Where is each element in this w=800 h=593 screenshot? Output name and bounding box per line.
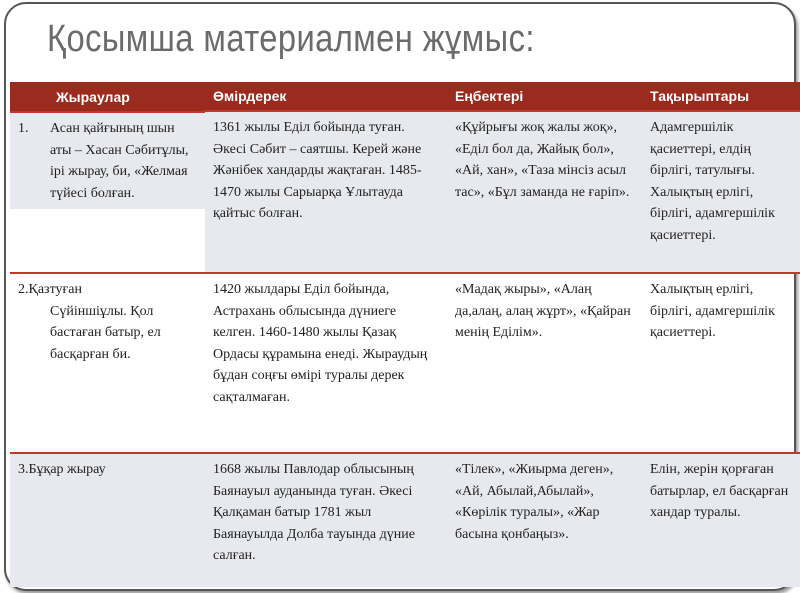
- slide-title: Қосымша материалмен жұмыс:: [47, 18, 535, 60]
- themes-cell: Елін, жерін қорғаған батырлар, ел басқарған хандар туралы.: [642, 453, 800, 587]
- biography-cell: 1668 жылы Павлодар облысының Баянауыл ауданында туған. Әкесі Қалқаман батыр 1781 жыл Баянауылда Долба тауында дүние салған.: [205, 453, 447, 587]
- biography-cell: 1420 жылдары Еділ бойында, Астрахань облысында дүниеге келген. 1460-1480 жылы Қазақ Ордасы құрамына енеді. Жыраудың бұдан соңғы өмірі туралы дерек сақталмаған.: [205, 273, 447, 453]
- header-poets: Жыраулар: [10, 82, 205, 111]
- poet-first: Қазтуған: [28, 282, 82, 297]
- works-cell: «Тілек», «Жиырма деген», «Ай, Абылай,Абылай», «Көрілік туралы», «Жар басына қонбаңыз».: [447, 453, 642, 587]
- header-works: Еңбектері: [447, 82, 642, 111]
- poet-cell: [10, 273, 205, 453]
- works-cell: «Құйрығы жоқ жалы жоқ», «Еділ бол да, Жайық бол», «Ай, хан», «Таза мінсіз асыл тас», «Бұл заманда не ғаріп».: [447, 111, 642, 273]
- row-number: 1.: [18, 121, 29, 136]
- table-row: [10, 273, 800, 453]
- poet-text: Бұқар жырау: [28, 462, 106, 477]
- row-number: 2.: [18, 282, 29, 297]
- themes-cell: Адамгершілік қасиеттері, елдің бірлігі, татулығы. Халықтың ерлігі, бірлігі, адамгершілік қасиеттері.: [642, 111, 800, 273]
- poet-cell: [10, 453, 205, 587]
- biography-cell: 1361 жылы Еділ бойында туған. Әкесі Сәбит – саятшы. Керей және Жәнібек хандарды жақтаған. 1485-1470 жылы Сарыарқа Ұлытауда қайтыс болған.: [205, 111, 447, 273]
- themes-cell: Халықтың ерлігі, бірлігі, адамгершілік қасиеттері.: [642, 273, 800, 453]
- works-cell: «Мадақ жыры», «Алаң да,алаң, алаң жұрт», «Қайран менің Еділім».: [447, 273, 642, 453]
- table-row: [10, 453, 800, 587]
- header-themes: Тақырыптары: [642, 82, 800, 111]
- poet-text: Асан қайғының шын аты – Хасан Сәбитұлы, ірі жырау, би, «Желмая түйесі болған.: [50, 121, 189, 201]
- poets-table: [10, 82, 800, 587]
- poet-text: Сүйіншіұлы. Қол бастаған батыр, ел басқарған би.: [50, 303, 161, 362]
- table-row: [10, 111, 800, 273]
- header-biography: Өмірдерек: [205, 82, 447, 111]
- poet-cell: [10, 111, 205, 209]
- row-number: 3.: [18, 462, 29, 477]
- table-header-row: [10, 82, 800, 111]
